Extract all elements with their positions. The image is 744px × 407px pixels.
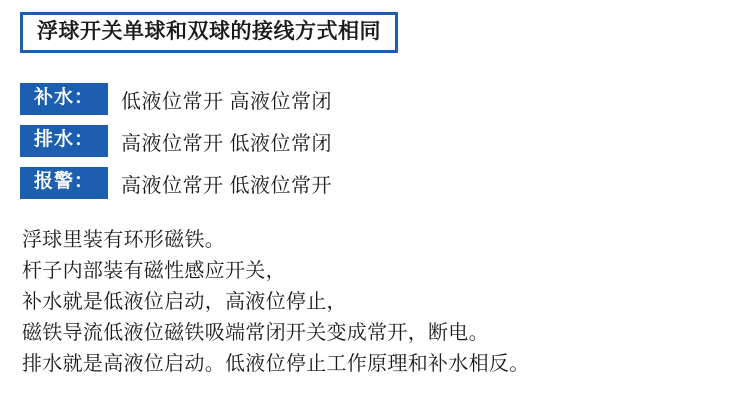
notes-block — [22, 225, 732, 380]
list-item — [20, 162, 720, 204]
row-description-alarm: 高液位常开 低液位常开 — [121, 174, 333, 197]
note-line: 磁铁导流低液位磁铁吸端常闭开关变成常开，断电。 — [22, 322, 489, 344]
status-badge-drainage: 排水： — [20, 125, 108, 157]
row-description-drainage: 高液位常开 低液位常闭 — [121, 132, 333, 155]
title-box — [20, 12, 398, 53]
note-line: 杆子内部装有磁性感应开关， — [22, 260, 286, 282]
list-item — [20, 120, 720, 162]
note-line: 排水就是高液位启动。低液位停止工作原理和补水相反。 — [22, 353, 530, 375]
title-container — [20, 12, 398, 53]
row-description-water-supply: 低液位常开 高液位常闭 — [121, 90, 333, 113]
wiring-mode-list — [20, 78, 720, 204]
note-line: 补水就是低液位启动，高液位停止， — [22, 291, 347, 313]
list-item — [20, 78, 720, 120]
status-badge-water-supply: 补水： — [20, 83, 108, 115]
note-line: 浮球里装有环形磁铁。 — [22, 229, 225, 251]
page-title: 浮球开关单球和双球的接线方式相同 — [37, 20, 381, 43]
status-badge-alarm: 报警： — [20, 167, 108, 199]
